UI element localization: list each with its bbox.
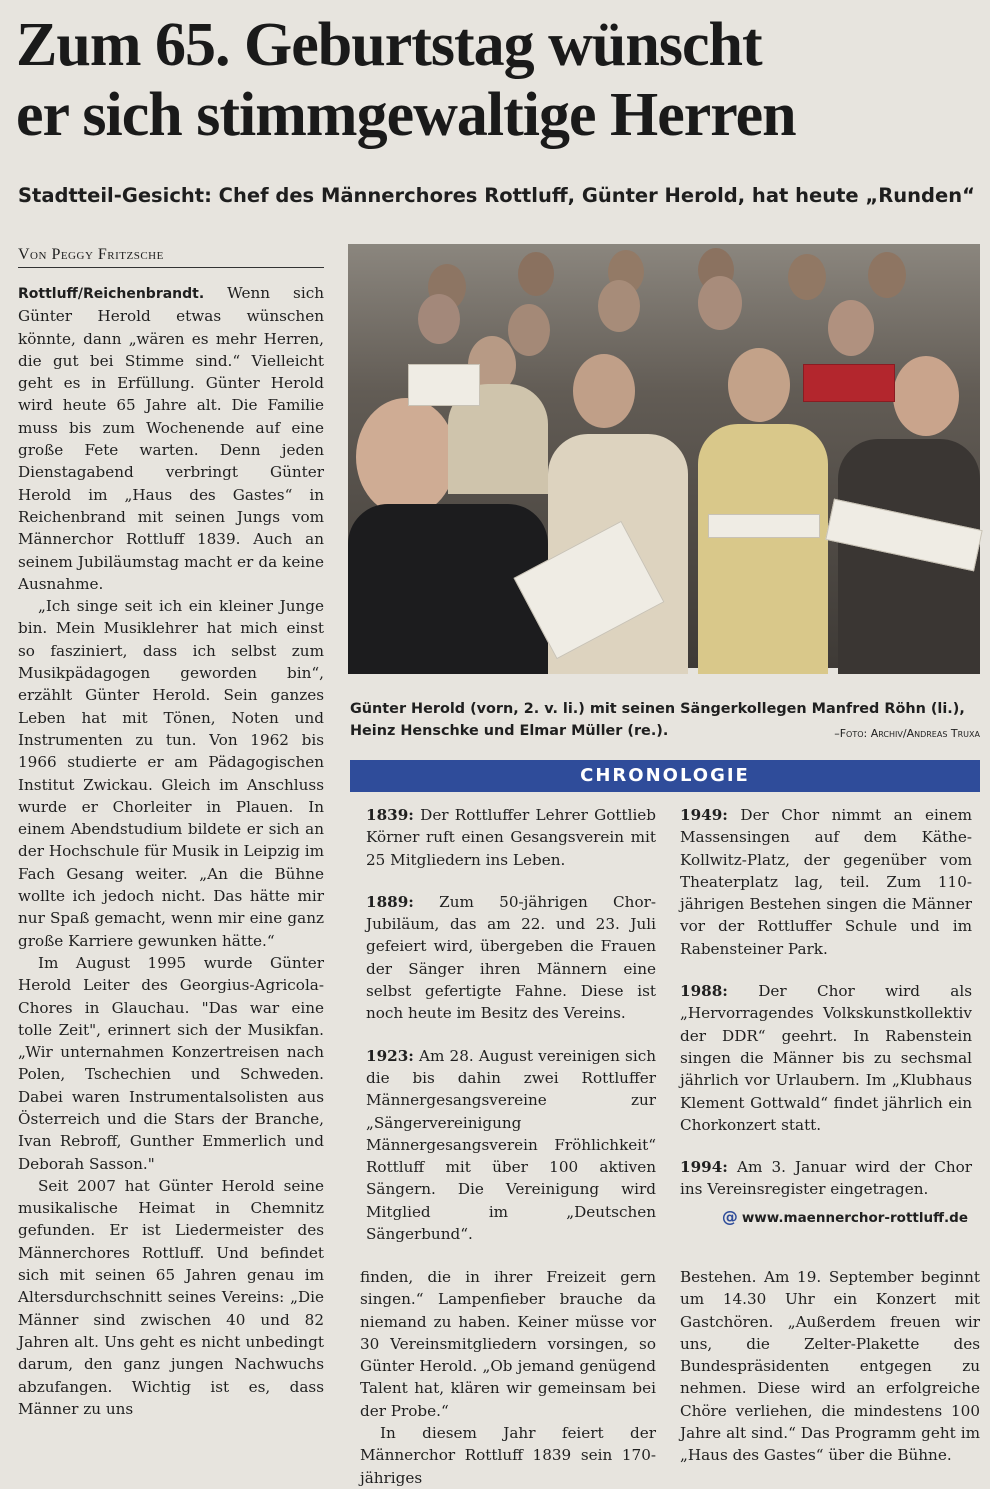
singer [828, 300, 874, 356]
headline [16, 10, 976, 150]
photo-caption: Günter Herold (vorn, 2. v. li.) mit seinen Sängerkollegen Manfred Röhn (li.), Heinz Henschke und Elmar Müller (re.). [350, 701, 965, 739]
paragraph-text: Wenn sich Günter Herold etwas wünschen könnte, dann „wären es mehr Herren, die gut bei Stimme sind.“ Vielleicht geht es in Erfüllung. Günter Herold wird heute 65 Jahre alt. Die Familie muss bis zum Wochenende auf eine große Fete warten. Denn jeden Dienstagabend verbringt Günter Herold im „Haus des Gastes“ in Reichenbrand mit seinen Jungs vom Männerchor Rottluff 1839. Auch an seinem Jubiläumstag macht er da keine Ausnahme. [18, 284, 324, 593]
chronology-text: Zum 50-jährigen Chor-Jubiläum, das am 22. und 23. Juli gefeiert wird, übergeben die Frauen der Sänger ihren Männern eine selbst gefertigte Fahne. Diese ist noch heute im Besitz des Vereins. [366, 892, 656, 1023]
chronology-year: 1889: [366, 892, 414, 911]
website-url[interactable]: www.maennerchor-rottluff.de [741, 1210, 968, 1226]
chronology-text: Am 28. August vereinigen sich die bis dahin zwei Rottluffer Männergesangsvereine zur „Sängervereinigung Männergesangsverein Fröhlichkeit“ Rottluff mit über 100 aktiven Sängern. Die Vereinigung wird Mitglied im „Deutschen Sängerbund“. [366, 1046, 656, 1244]
singer [893, 356, 959, 436]
shirt [698, 424, 828, 674]
dateline: Rottluff/Reichenbrandt. [18, 286, 205, 302]
paragraph: Seit 2007 hat Günter Herold seine musikalische Heimat in Chemnitz gefunden. Er ist Liedermeister des Männerchores Rottluff. Und befindet sich mit seinen 65 Jahren genau im Altersdurchschnitt seines Vereins: „Die Männer sind zwischen 40 und 82 Jahren alt. Uns geht es nicht unbedingt darum, den ganz jungen Nachwuchs abzufangen. Wichtig ist es, dass Männer zu uns [18, 1176, 324, 1418]
at-icon: @ [721, 1207, 738, 1226]
chronology-text: Am 3. Januar wird der Chor ins Vereinsregister eingetragen. [680, 1158, 973, 1199]
singer [868, 252, 906, 298]
paragraph [18, 282, 324, 595]
chronology-text: Der Rottluffer Lehrer Gottlieb Körner ruft einen Gesangsverein mit 25 Mitgliedern ins Leben. [366, 806, 657, 869]
article-column-1 [18, 282, 324, 1482]
headline-line-2: er sich stimmgewaltige Herren [16, 81, 796, 149]
chronology-entry [680, 980, 972, 1136]
singer [508, 304, 550, 356]
article-column-3 [680, 1266, 980, 1476]
chronology-entry [366, 804, 656, 871]
songbook [803, 364, 895, 402]
chronology-title: CHRONOLOGIE [350, 760, 980, 792]
chronology-year: 1994: [680, 1158, 728, 1177]
website-link[interactable] [722, 1207, 968, 1226]
paragraph: In diesem Jahr feiert der Männerchor Rottluff 1839 sein 170-jähriges [360, 1424, 656, 1487]
singer [518, 252, 554, 296]
shirt [348, 504, 548, 674]
headline-line-1: Zum 65. Geburtstag wünscht [16, 11, 762, 79]
singer [598, 280, 640, 332]
chronology-year: 1923: [366, 1046, 414, 1065]
chronology-right-column [680, 804, 972, 1221]
chronology-entry [680, 804, 972, 960]
photo-credit: –Foto: Archiv/Andreas Truxa [834, 727, 980, 740]
chronology-text: Der Chor nimmt an einem Massensingen auf dem Käthe-Kollwitz-Platz, der gegenüber vom Theaterplatz lag, teil. Zum 110-jährigen Bestehen singen die Männer vor der Rottluffer Schule und im Rabensteiner Park. [680, 806, 972, 958]
chronology-entry [680, 1156, 972, 1201]
paragraph: Im August 1995 wurde Günter Herold Leiter des Georgius-Agricola-Chores in Glauchau. "Das war eine tolle Zeit", erinnert sich der Musikfan. „Wir unternahmen Konzertreisen nach Polen, Tschechien und Schweden. Dabei waren Instrumentalsolisten aus Österreich und die Stars der Branche, Ivan Rebroff, Gunther Emmerlich und Deborah Sasson." [18, 953, 324, 1173]
chronology-left-column [366, 804, 656, 1265]
chronology-year: 1839: [366, 806, 414, 824]
choir-photo [348, 244, 980, 668]
songbook [708, 514, 820, 538]
singer [573, 354, 635, 428]
paragraph: „Ich singe seit ich ein kleiner Junge bin. Mein Musiklehrer hat mich einst so fasziniert, dass ich selbst zum Musikpädagogen geworden bin“, erzählt Günter Herold. Sein ganzes Leben hat mit Tönen, Noten und Instrumenten zu tun. Von 1962 bis 1966 studierte er am Pädagogischen Institut Zwickau. Gleich im Anschluss wurde er Chorleiter in Plauen. In einem Abendstudium bildete er sich an der Hochschule für Musik in Leipzig im Fach Gesang weiter. „An die Bühne wollte ich jedoch nicht. Das hätte mir nur Spaß gemacht, wenn mir eine ganz große Karriere gewunken hätte.“ [18, 597, 324, 950]
singer [418, 294, 460, 344]
singer [356, 398, 456, 516]
chronology-box [350, 760, 980, 1244]
byline: Von Peggy Fritzsche [18, 246, 324, 268]
singer [698, 276, 742, 330]
chronology-text: Der Chor wird als „Hervorragendes Volkskunstkollektiv der DDR“ geehrt. In Rabenstein singen die Männer bis zu sechsmal jährlich vor Urlaubern. Im „Klubhaus Klement Gottwald“ findet jährlich ein Chorkonzert statt. [680, 982, 973, 1134]
singer [728, 348, 790, 422]
paragraph: finden, die in ihrer Freizeit gern singen.“ Lampenfieber brauche da niemand zu haben. Keiner müsse vor 30 Vereinsmitgliedern vorsingen, so Günter Herold. „Ob jemand genügend Talent hat, klären wir gemeinsam bei der Probe.“ [360, 1268, 656, 1420]
singer [788, 254, 826, 300]
chronology-entry [366, 891, 656, 1025]
article-column-2 [360, 1266, 656, 1487]
chronology-entry [366, 1045, 656, 1246]
songbook [408, 364, 480, 406]
paragraph: Bestehen. Am 19. September beginnt um 14.30 Uhr ein Konzert mit Gastchören. „Außerdem freuen wir uns, die Zelter-Plakette des Bundespräsidenten entgegen zu nehmen. Diese wird an erfolgreiche Chöre verliehen, die mindestens 100 Jahre alt sind.“ Das Programm geht im „Haus des Gastes“ über die Bühne. [680, 1268, 980, 1465]
chronology-year: 1988: [680, 982, 728, 1001]
subheadline: Stadtteil-Gesicht: Chef des Männerchores Rottluff, Günter Herold, hat heute „Runden“ [18, 184, 975, 207]
chronology-year: 1949: [680, 806, 728, 824]
